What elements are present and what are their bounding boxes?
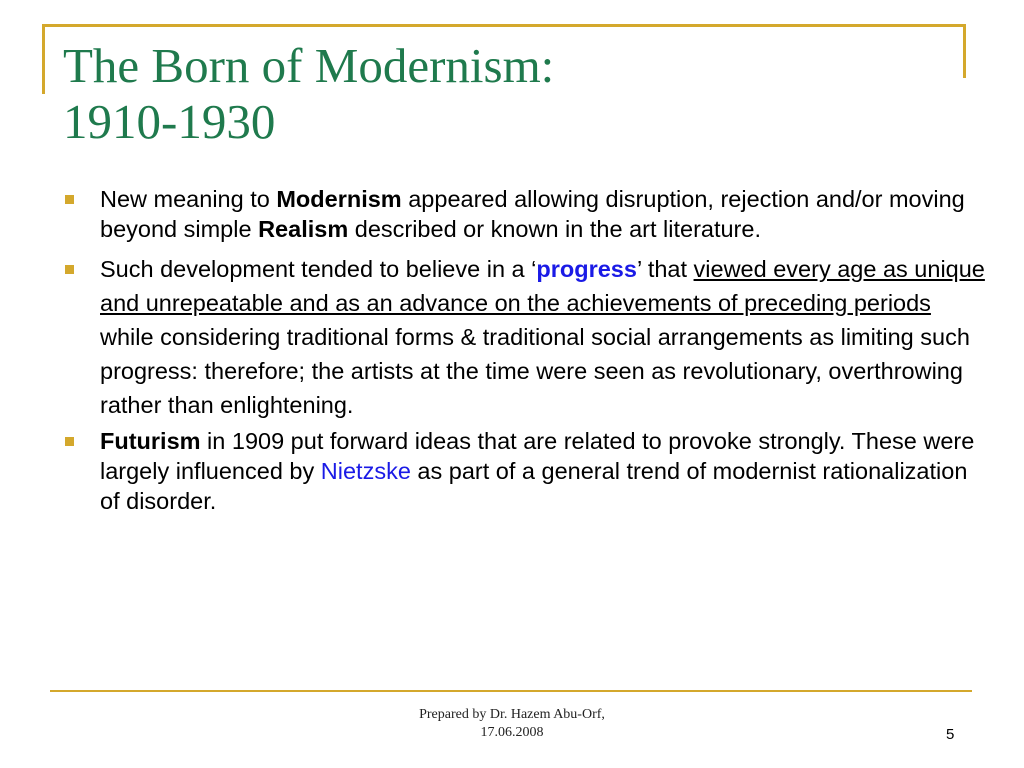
text-run: ’ that	[636, 256, 694, 282]
keyword-progress: progress	[536, 256, 637, 282]
frame-right-border	[963, 24, 966, 78]
square-bullet-icon	[65, 265, 74, 274]
frame-top-border	[42, 24, 966, 27]
text-run: Such development tended to believe in a ‘	[100, 256, 537, 282]
underlined-phrase: viewed every age as unique and unrepeatable and as an advance on the achievements of preceding periods	[100, 256, 985, 316]
square-bullet-icon	[65, 437, 74, 446]
bullet-item-futurism	[58, 426, 990, 516]
keyword-futurism: Futurism	[100, 428, 201, 454]
slide-title-line-1: The Born of Modernism:	[63, 38, 555, 93]
text-run: New meaning to	[100, 186, 277, 212]
bullet-item-modernism	[58, 184, 990, 244]
slide-title-line-2: 1910-1930	[63, 94, 276, 149]
keyword-nietzske: Nietzske	[320, 458, 411, 484]
page-number: 5	[946, 726, 955, 743]
footer-date: 17.06.2008	[480, 725, 544, 740]
text-run: while considering traditional forms & traditional social arrangements as limiting such progress: therefore; the artists at the time were seen as revolutionary, overthrowing rather than enlightening.	[100, 324, 970, 418]
square-bullet-icon	[65, 195, 74, 204]
keyword-modernism: Modernism	[276, 186, 402, 212]
text-run: described or known in the art literature.	[348, 216, 761, 242]
footer-credit	[342, 706, 682, 742]
text-run: in 1909 put forward ideas that are related to provoke strongly. These were largely influenced by	[100, 428, 975, 484]
slide-title	[63, 38, 554, 150]
keyword-realism: Realism	[258, 216, 349, 242]
frame-left-border	[42, 24, 45, 94]
text-run: appeared allowing disruption, rejection and/or moving beyond simple	[100, 186, 965, 242]
bullet-item-progress	[58, 252, 990, 422]
footer-divider	[50, 690, 972, 692]
bullet-list	[58, 184, 990, 524]
footer-author: Prepared by Dr. Hazem Abu-Orf,	[419, 707, 605, 722]
text-run: as part of a general trend of modernist rationalization of disorder.	[100, 458, 968, 514]
